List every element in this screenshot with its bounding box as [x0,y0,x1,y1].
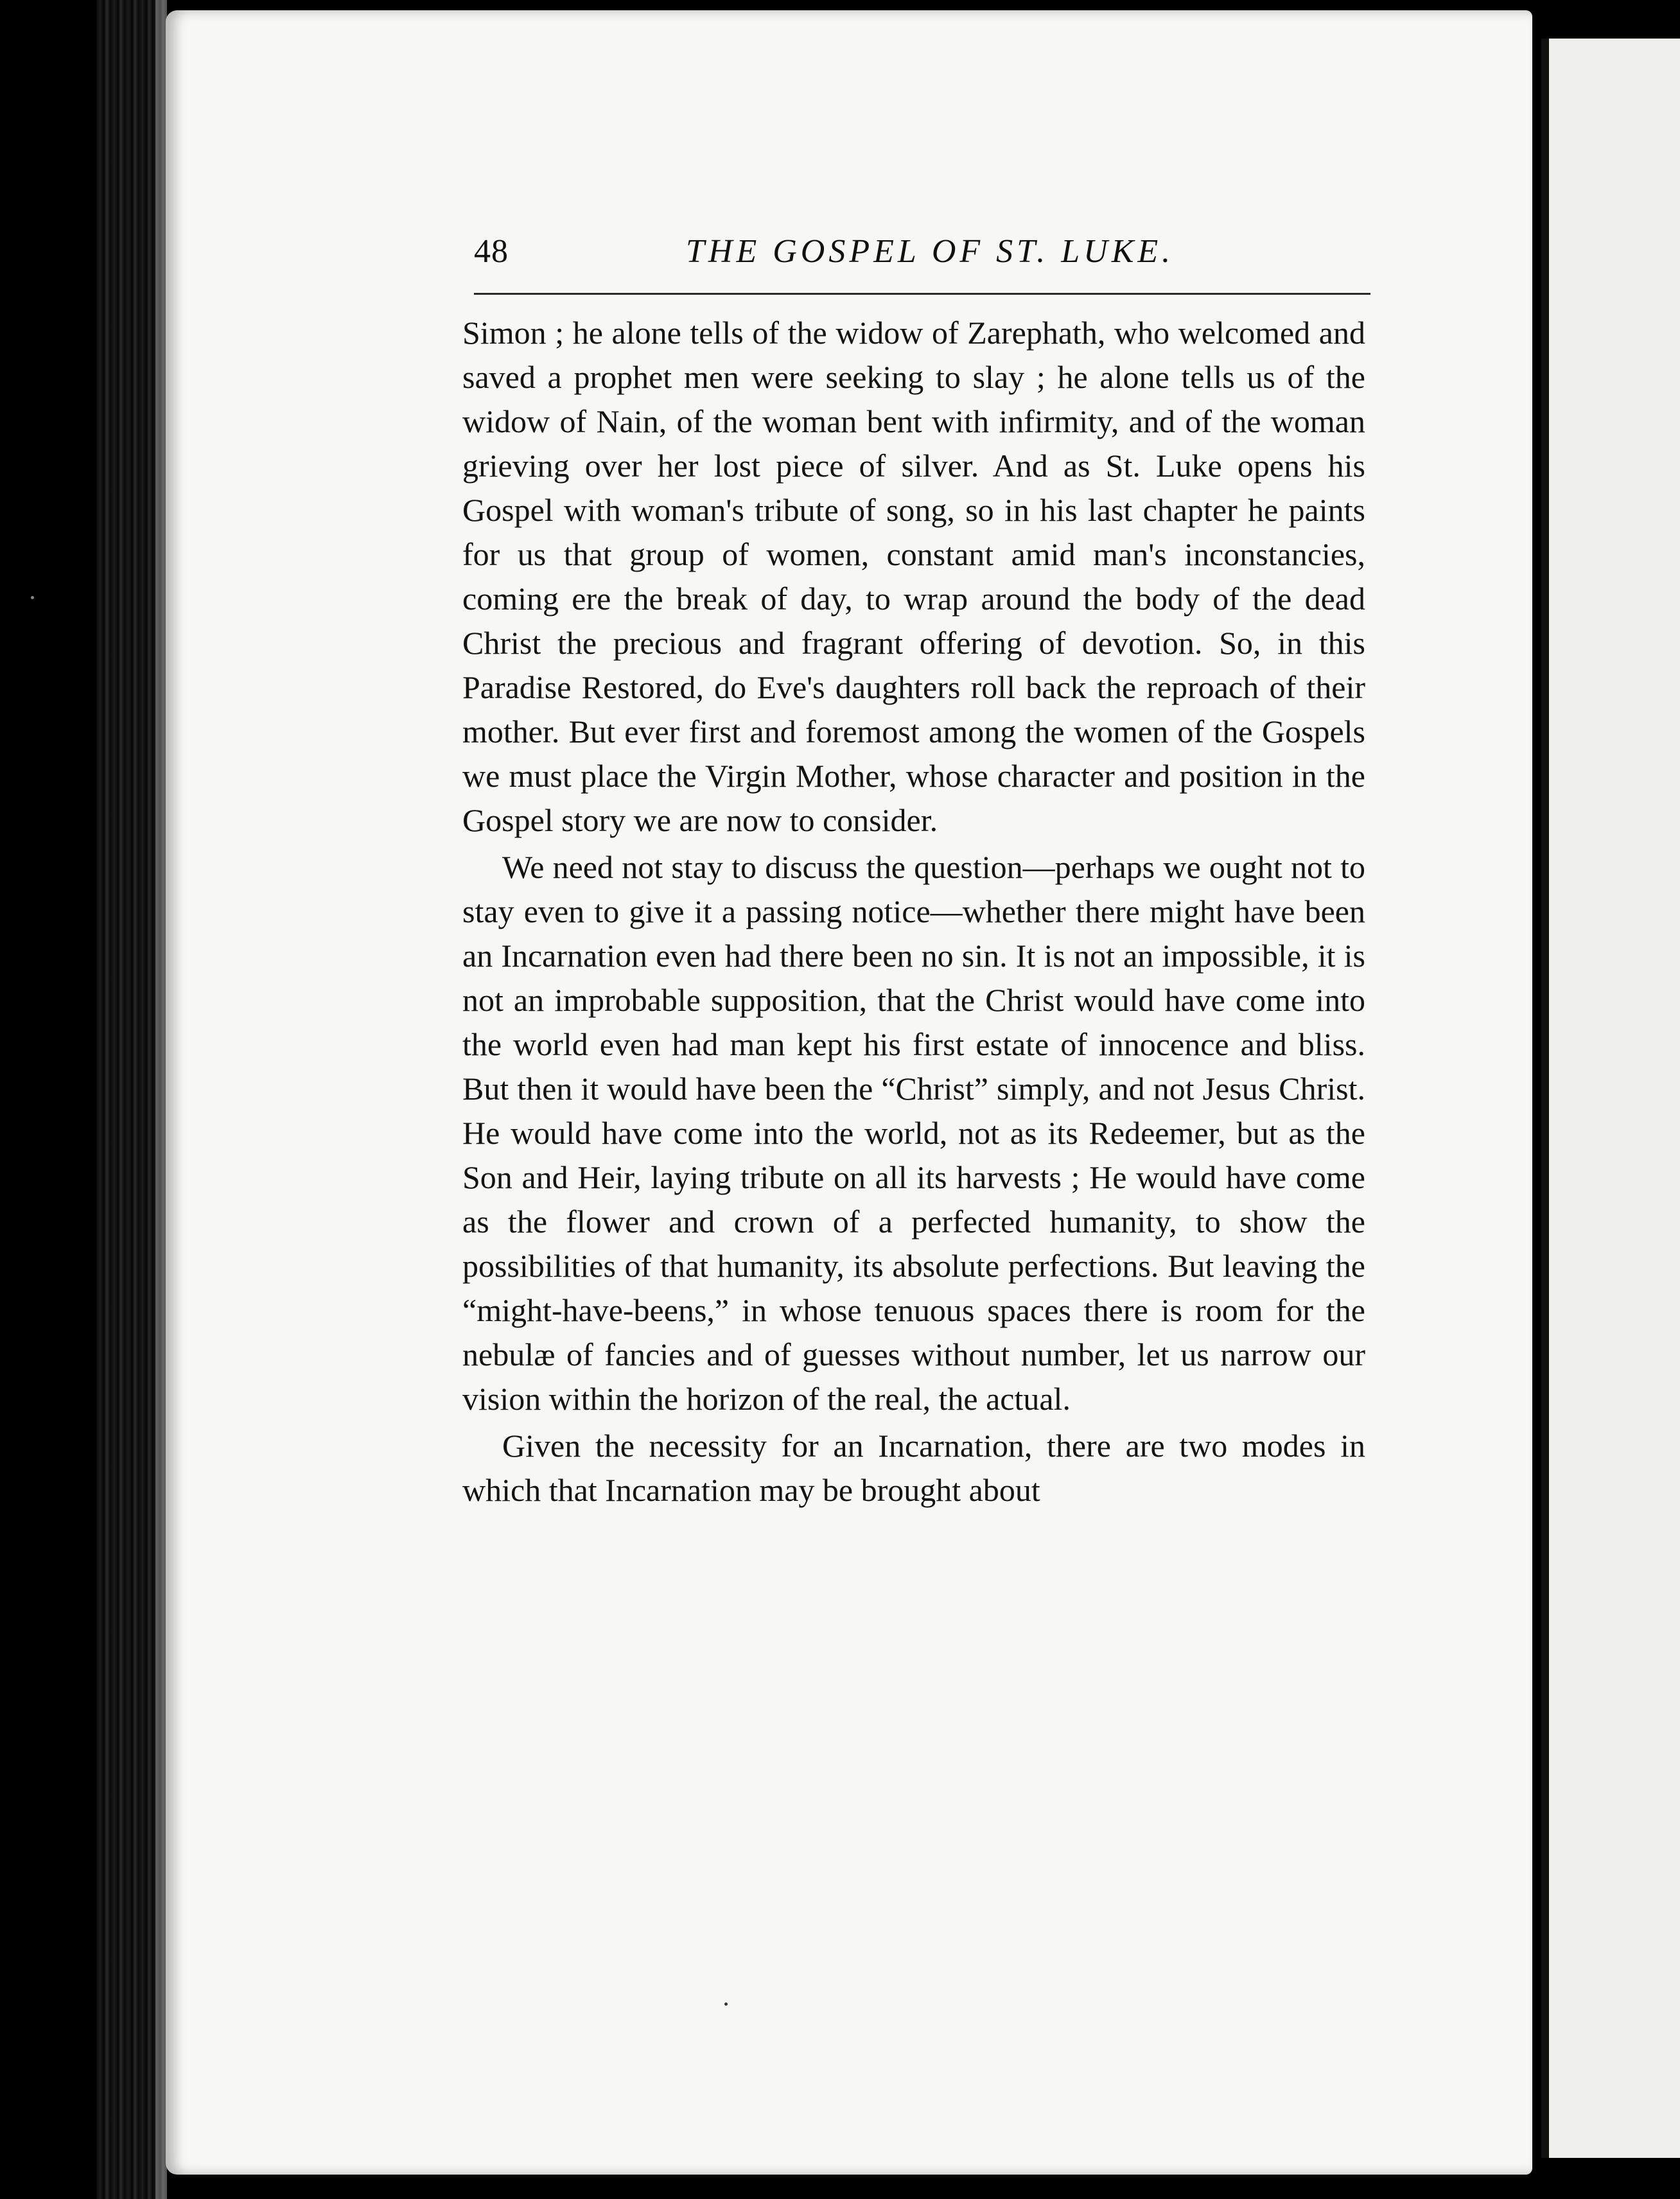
paper-speck [724,2002,728,2006]
facing-page-edge [1541,39,1680,2158]
paragraph: Given the necessity for an Incarnation, there are two modes in which that Incarnation may be brought about [462,1428,1365,1508]
page-number: 48 [474,233,509,270]
paragraph-continued: Simon ; he alone tells of the widow of Zarephath, who welcomed and saved a prophet men were seeking to slay ; he alone tells us of the widow of Nain, of the woman bent with infirmity, and of the woman grieving over her lost piece of silver. And as St. Luke opens his Gospel with woman's tribute of song, so in his last chapter he paints for us that group of women, constant amid man's inconstancies, coming ere the break of day, to wrap around the body of the dead Christ the precious and fragrant offering of devotion. So, in this Paradise Restored, do Eve's daughters roll back the reproach of their mother. But ever first and foremost among the women of the Gospels we must place the Virgin Mother, whose character and position in the Gospel story we are now to consider. [462,315,1365,838]
body-text [462,311,1365,1512]
header-rule [474,293,1370,295]
paragraph: We need not stay to discuss the question—perhaps we ought not to stay even to give it a passing notice—whether there might have been an Incarnation even had there been no sin. It is not an impossible, it is not an improbable supposition, that the Christ would have come into the world even had man kept his first estate of innocence and bliss. But then it would have been the “Christ” simply, and not Jesus Christ. He would have come into the world, not as its Redeemer, but as the Son and Heir, laying tribute on all its harvests ; He would have come as the flower and crown of a perfected humanity, to show the possibilities of that humanity, its absolute perfections. But leaving the “might-have-beens,” in whose tenuous spaces there is room for the nebulæ of fancies and of guesses without number, let us narrow our vision within the horizon of the real, the actual. [462,849,1365,1417]
scan-mark [31,596,34,599]
running-title: THE GOSPEL OF ST. LUKE. [686,233,1175,270]
page-header [474,232,1370,277]
book-binding-edge [96,0,167,2199]
